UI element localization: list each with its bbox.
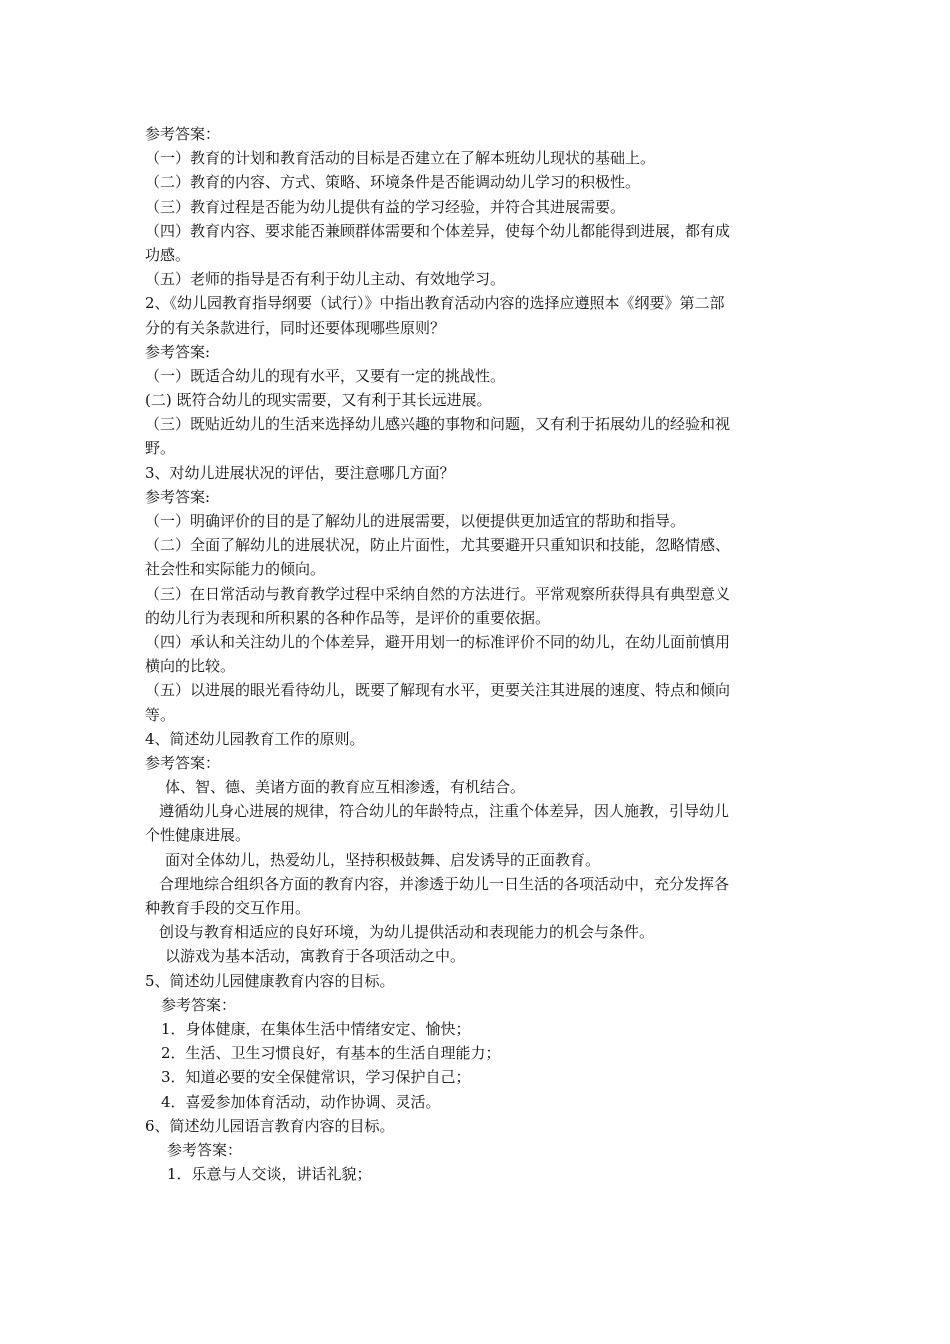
text-line: 4．喜爱参加体育活动，动作协调、灵活。: [161, 1092, 441, 1111]
text-line: 创设与教育相适应的良好环境，为幼儿提供活动和表现能力的机会与条件。: [159, 923, 655, 942]
text-line: （四）承认和关注幼儿的个体差异，避开用划一的标准评价不同的幼儿，在幼儿面前慎用: [145, 632, 731, 651]
document-page: [145, 122, 825, 1186]
text-line: 6、简述幼儿园语言教育内容的目标。: [145, 1116, 395, 1135]
text-line: 2．生活、卫生习惯良好，有基本的生活自理能力；: [161, 1044, 501, 1063]
text-line: （四）教育内容、要求能否兼顾群体需要和个体差异，使每个幼儿都能得到进展，都有成: [145, 221, 731, 240]
text-line: 社会性和实际能力的倾向。: [145, 560, 326, 579]
text-line: 个性健康进展。: [145, 826, 251, 845]
text-line: 3、对幼儿进展状况的评估，要注意哪几方面？: [145, 463, 455, 482]
text-line: 种教育手段的交互作用。: [145, 899, 311, 917]
text-line: （一）教育的计划和教育活动的目标是否建立在了解本班幼儿现状的基础上。: [145, 149, 656, 168]
text-line: 2、《幼儿园教育指导纲要（试行）》中指出教育活动内容的选择应遵照本《纲要》第二部: [145, 294, 725, 313]
text-line: （三）在日常活动与教育教学过程中采纳自然的方法进行。平常观察所获得具有典型意义: [145, 584, 731, 603]
text-line: 参考答案：: [167, 1140, 243, 1159]
text-line: 横向的比较。: [145, 657, 236, 676]
text-line: 面对全体幼儿，热爱幼儿，坚持积极鼓舞、启发诱导的正面教育。: [165, 850, 601, 869]
text-line: （二）全面了解幼儿的进展状况，防止片面性，尤其要避开只重知识和技能，忽略情感、: [145, 536, 731, 555]
text-line: （三）既贴近幼儿的生活来选择幼儿感兴趣的事物和问题，又有利于拓展幼儿的经验和视: [145, 415, 731, 434]
text-line: 参考答案:: [145, 487, 211, 506]
text-line: (二) 既符合幼儿的现实需要，又有利于其长远进展。: [145, 391, 492, 410]
text-line: 参考答案：: [145, 753, 221, 772]
text-line: 等。: [145, 705, 176, 724]
text-line: 合理地综合组织各方面的教育内容，并渗透于幼儿一日生活的各项活动中，充分发挥各: [159, 874, 730, 893]
text-line: 分的有关条款进行，同时还要体现哪些原则？: [145, 318, 446, 337]
text-line: 野。: [145, 439, 176, 458]
text-line: 参考答案：: [145, 125, 221, 143]
text-line: （二）教育的内容、方式、策略、环境条件是否能调动幼儿学习的积极性。: [145, 173, 641, 192]
text-line: 3．知道必要的安全保健常识，学习保护自己；: [161, 1068, 471, 1087]
text-line: 功感。: [145, 245, 191, 264]
text-line: 4、简述幼儿园教育工作的原则。: [145, 729, 365, 748]
text-line: 以游戏为基本活动，寓教育于各项活动之中。: [165, 947, 466, 966]
text-line: 1．身体健康，在集体生活中情绪安定、愉快；: [161, 1019, 471, 1038]
text-line: （一）明确评价的目的是了解幼儿的进展需要，以便提供更加适宜的帮助和指导。: [145, 512, 686, 530]
text-line: 的幼儿行为表现和所积累的各种作品等，是评价的重要依据。: [145, 608, 551, 627]
text-line: （三）教育过程是否能为幼儿提供有益的学习经验，并符合其进展需要。: [145, 197, 626, 216]
text-line: （五）老师的指导是否有利于幼儿主动、有效地学习。: [145, 270, 506, 289]
text-line: （一）既适合幼儿的现有水平，又要有一定的挑战性。: [145, 366, 506, 385]
text-line: 参考答案:: [145, 342, 211, 361]
text-line: 参考答案：: [161, 995, 237, 1014]
text-line: 体、智、德、美诸方面的教育应互相渗透，有机结合。: [165, 778, 526, 797]
text-line: 1．乐意与人交谈，讲话礼貌；: [167, 1165, 372, 1184]
text-line: 5、简述幼儿园健康教育内容的目标。: [145, 971, 395, 990]
text-line: （五）以进展的眼光看待幼儿，既要了解现有水平，更要关注其进展的速度、特点和倾向: [145, 681, 731, 700]
text-line: 遵循幼儿身心进展的规律，符合幼儿的年龄特点，注重个体差异，因人施教，引导幼儿: [159, 802, 730, 821]
